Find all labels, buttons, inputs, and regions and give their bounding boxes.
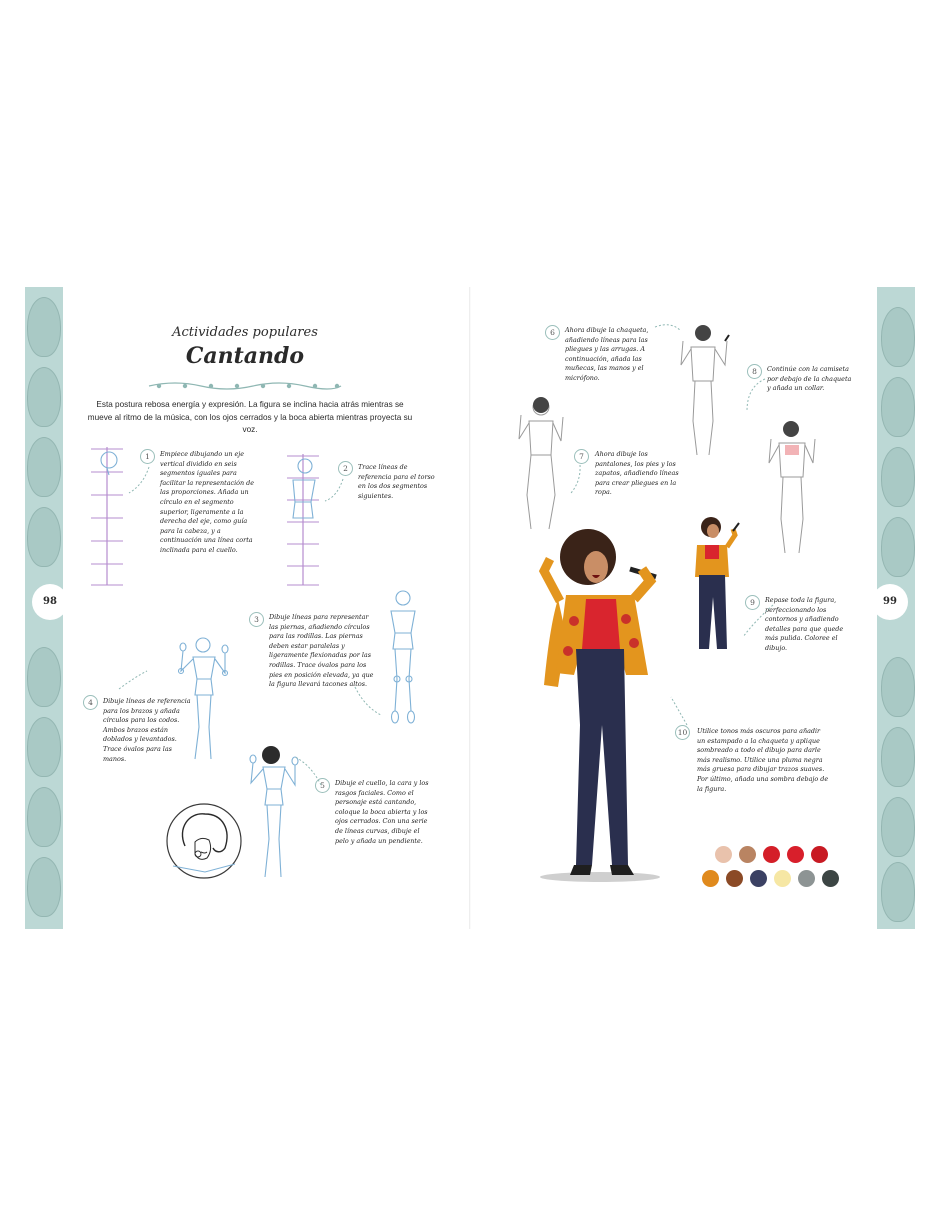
step-5-number: 5 — [315, 778, 330, 793]
step-4-text: Dibuje líneas de referencia para los brazos y añada círculos para los codos. Ambos brazos están doblados y levantados. Trace óvalos para las manos. — [103, 697, 191, 763]
section-kicker: Actividades populares — [172, 325, 318, 340]
title-ornament — [145, 379, 345, 393]
step-3-number: 3 — [249, 612, 264, 627]
step-3-text: Dibuje líneas para representar las piernas, añadiendo círculos para las rodillas. Las piernas deben estar paralelas y ligeramente flexionadas por las rodillas. Trace óvalos para los pies en posición elevada, ya que la figura llevará tacones altos. — [269, 613, 374, 689]
palette-swatch — [763, 846, 780, 863]
decorative-face-icon — [27, 857, 61, 917]
step-4-number: 4 — [83, 695, 98, 710]
decorative-face-icon — [27, 367, 61, 427]
step-6-text: Ahora dibuje la chaqueta, añadiendo líneas para las pliegues y las arrugas. A continuación, añada las muñecas, las manos y el micrófono. — [565, 326, 649, 383]
decorative-face-icon — [881, 862, 915, 922]
decorative-face-icon — [881, 307, 915, 367]
decorative-face-icon — [881, 377, 915, 437]
step-10-text: Utilice tonos más oscuros para añadir un estampado a la chaqueta y aplique sombreado a todo el dibujo para darle más realismo. Utilice una pluma negra más gruesa para dibujar trazos suaves. Por último, añada una sombra debajo de la figura. — [697, 727, 829, 793]
page-title: Cantando — [185, 343, 305, 369]
step-2-text: Trace líneas de referencia para el torso en los dos segmentos siguientes. — [358, 463, 435, 500]
book-spread — [25, 287, 915, 929]
step-6-sketch — [673, 321, 735, 461]
decorative-face-icon — [881, 727, 915, 787]
decorative-face-icon — [881, 657, 915, 717]
intro-paragraph: Esta postura rebosa energía y expresión. La figura se inclina hacia atrás mientras se mueve al ritmo de la música, con los ojos cerrados y la boca abierta mientras proyecta su voz. — [87, 400, 413, 435]
step-9-text: Repase toda la figura, perfeccionando los contornos y añadiendo detalles para que quede más pulida. Coloree el dibujo. — [765, 596, 844, 653]
step-2-number: 2 — [338, 461, 353, 476]
decorative-face-icon — [27, 437, 61, 497]
step-1-text: Empiece dibujando un eje vertical dividido en seis segmentos iguales para facilitar la representación de las proporciones. Añada un círculo en el segmento superior, ligeramente a la derecha del eje, como guía para la cabeza, y a continuación una línea corta inclinada para el cuello. — [160, 450, 255, 555]
decorative-face-icon — [27, 717, 61, 777]
palette-swatch — [702, 870, 719, 887]
palette-swatch — [739, 846, 756, 863]
step-7-sketch — [513, 395, 569, 533]
palette-swatch — [774, 870, 791, 887]
step-5-sketch — [243, 745, 303, 885]
step-8-text: Continúe con la camiseta por debajo de la chaqueta y añada un collar. — [767, 365, 852, 393]
face-closeup-sketch — [165, 802, 243, 880]
step-2-sketch — [281, 452, 325, 587]
decorative-face-icon — [27, 787, 61, 847]
step-3-sketch — [383, 589, 423, 725]
step-9-number: 9 — [745, 595, 760, 610]
decorative-face-icon — [27, 297, 61, 357]
palette-swatch — [715, 846, 732, 863]
decorative-face-icon — [27, 507, 61, 567]
step-7-number: 7 — [574, 449, 589, 464]
palette-swatch — [750, 870, 767, 887]
palette-swatch — [798, 870, 815, 887]
palette-swatch — [822, 870, 839, 887]
book-spine — [469, 287, 471, 929]
palette-swatch — [726, 870, 743, 887]
decorative-face-icon — [27, 647, 61, 707]
singer-illustration — [530, 525, 670, 885]
left-page-number: 98 — [32, 584, 68, 620]
step-9-figure — [687, 515, 743, 655]
step-6-number: 6 — [545, 325, 560, 340]
decorative-face-icon — [881, 797, 915, 857]
right-page-number: 99 — [872, 584, 908, 620]
step-1-number: 1 — [140, 449, 155, 464]
step-8-number: 8 — [747, 364, 762, 379]
decorative-face-icon — [881, 517, 915, 577]
step-8-sketch — [763, 417, 823, 559]
step-1-sketch — [87, 445, 133, 587]
step-5-text: Dibuje el cuello, la cara y los rasgos faciales. Como el personaje está cantando, coloque la boca abierta y los ojos cerrados. Con una serie de líneas curvas, dibuje el pelo y añada un pendiente. — [335, 779, 429, 845]
decorative-face-icon — [881, 447, 915, 507]
palette-swatch — [787, 846, 804, 863]
palette-swatch — [811, 846, 828, 863]
step-10-number: 10 — [675, 725, 690, 740]
step-7-text: Ahora dibuje los pantalones, los pies y los zapatos, añadiendo líneas para crear pliegues en la ropa. — [595, 450, 679, 497]
